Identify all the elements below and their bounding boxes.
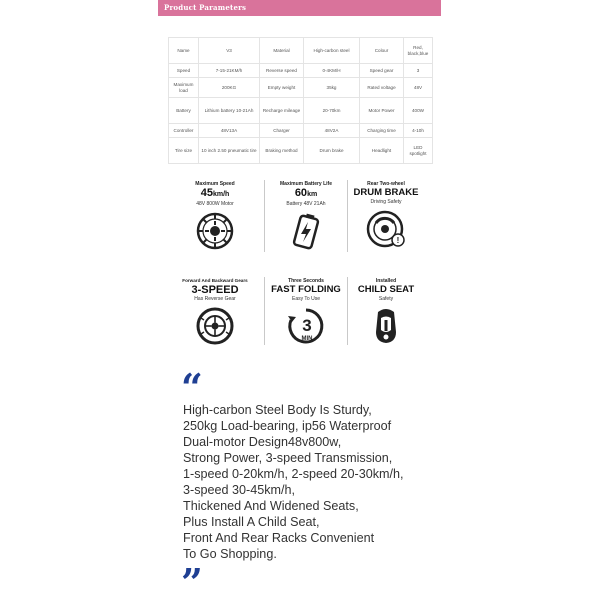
table-row	[169, 38, 433, 64]
feature-subtext: Has Reverse Gear	[194, 296, 236, 302]
feature-caption: Installed	[375, 278, 397, 284]
feature-speed	[180, 181, 250, 251]
table-cell: 200KG	[199, 78, 260, 98]
child-seat-icon	[366, 306, 406, 346]
table-cell: 48V	[404, 78, 433, 98]
table-cell: High-carbon steel	[304, 38, 360, 64]
table-cell: 400W	[404, 98, 433, 124]
svg-text:!: !	[396, 236, 400, 245]
feature-subtext: Easy To Use	[292, 296, 320, 302]
table-cell: 0-4KM/H	[304, 64, 360, 78]
feature-headline: FAST FOLDING	[271, 284, 341, 295]
description-line: Strong Power, 3-speed Transmission,	[183, 451, 393, 465]
table-cell: Tire size	[169, 138, 199, 164]
table-cell: Speed	[169, 64, 199, 78]
table-row	[169, 98, 433, 124]
tire-icon	[195, 306, 235, 346]
motor-icon	[195, 211, 235, 251]
feature-subtext: Battery 48V 21Ah	[286, 201, 326, 207]
feature-battery	[271, 181, 341, 251]
table-cell: Charging time	[360, 124, 404, 138]
parameters-table	[168, 37, 433, 164]
table-cell: Empty weight	[260, 78, 304, 98]
table-cell: Speed gear	[360, 64, 404, 78]
divider	[347, 277, 348, 345]
table-cell: 20-70km	[304, 98, 360, 124]
description-line: High-carbon Steel Body Is Sturdy,	[183, 403, 372, 417]
table-cell: Red, black,blue	[404, 38, 433, 64]
table-cell: 7-15-21KM/h	[199, 64, 260, 78]
table-cell: 48V13A	[199, 124, 260, 138]
open-quote-icon: “	[181, 365, 203, 410]
section-title: Product Parameters	[164, 3, 247, 12]
feature-headline: CHILD SEAT	[357, 284, 415, 295]
table-cell: 4-10h	[404, 124, 433, 138]
table-cell: Colour	[360, 38, 404, 64]
table-cell: LED spotlight	[404, 138, 433, 164]
table-cell: Controller	[169, 124, 199, 138]
table-cell: Motor Power	[360, 98, 404, 124]
table-cell: 48V2A	[304, 124, 360, 138]
table-cell: V3	[199, 38, 260, 64]
feature-caption: Rear Two-wheel	[367, 181, 405, 187]
feature-headline: 3-SPEED	[191, 284, 239, 296]
icon-label: 3	[302, 316, 312, 335]
feature-gears	[175, 278, 255, 346]
table-cell: 35kg	[304, 78, 360, 98]
description-line: To Go Shopping.	[183, 547, 277, 561]
feature-subtext: 48V 800W Motor	[196, 201, 234, 207]
description-line: Plus Install A Child Seat,	[183, 515, 320, 529]
table-cell: Battery	[169, 98, 199, 124]
table-cell: Rated voltage	[360, 78, 404, 98]
table-cell: Headlight	[360, 138, 404, 164]
feature-subtext: Driving Safety	[370, 199, 402, 205]
feature-headline: DRUM BRAKE	[353, 187, 419, 198]
table-cell: Material	[260, 38, 304, 64]
table-row	[169, 138, 433, 164]
feature-folding	[267, 278, 345, 346]
table-cell: Recharge mileage	[260, 98, 304, 124]
table-cell: 10 inch 2.50 pneumatic tire	[199, 138, 260, 164]
table-cell: Lithium battery 10-21Ah	[199, 98, 260, 124]
divider	[264, 180, 265, 252]
divider	[264, 277, 265, 345]
description-line: Dual-motor Design48v800w,	[183, 435, 342, 449]
table-row	[169, 124, 433, 138]
battery-icon	[286, 211, 326, 251]
table-cell: Maximum load	[169, 78, 199, 98]
table-row	[169, 64, 433, 78]
feature-brake	[351, 181, 421, 249]
feature-headline: 45km/h	[200, 187, 230, 199]
feature-caption: Forward And Backward Gears	[182, 278, 248, 283]
table-cell: Braking method	[260, 138, 304, 164]
description-line: 250kg Load-bearing, ip56 Waterproof	[183, 419, 392, 433]
feature-caption: Three Seconds	[288, 278, 324, 284]
feature-subtext: Safety	[378, 296, 394, 302]
table-cell: Name	[169, 38, 199, 64]
description-line: Front And Rear Racks Convenient	[183, 531, 375, 545]
feature-caption: Maximum Speed	[195, 181, 235, 187]
table-cell: Reverse speed	[260, 64, 304, 78]
description-line: 3-speed 30-45km/h,	[183, 483, 296, 497]
table-cell: Drum brake	[304, 138, 360, 164]
section-header	[158, 0, 441, 16]
three-min-icon	[286, 306, 326, 346]
description-line: Thickened And Widened Seats,	[183, 499, 359, 513]
feature-child-seat	[351, 278, 421, 346]
description-text	[183, 402, 443, 562]
table-row	[169, 78, 433, 98]
table-cell: Charger	[260, 124, 304, 138]
divider	[347, 180, 348, 252]
description-line: 1-speed 0-20km/h, 2-speed 20-30km/h,	[183, 467, 404, 481]
feature-caption: Maximum Battery Life	[280, 181, 332, 187]
close-quote-icon: ”	[181, 560, 203, 605]
icon-label: MIN	[301, 336, 313, 342]
drum-brake-icon	[365, 209, 407, 249]
table-cell: 3	[404, 64, 433, 78]
feature-headline: 60km	[294, 187, 318, 199]
